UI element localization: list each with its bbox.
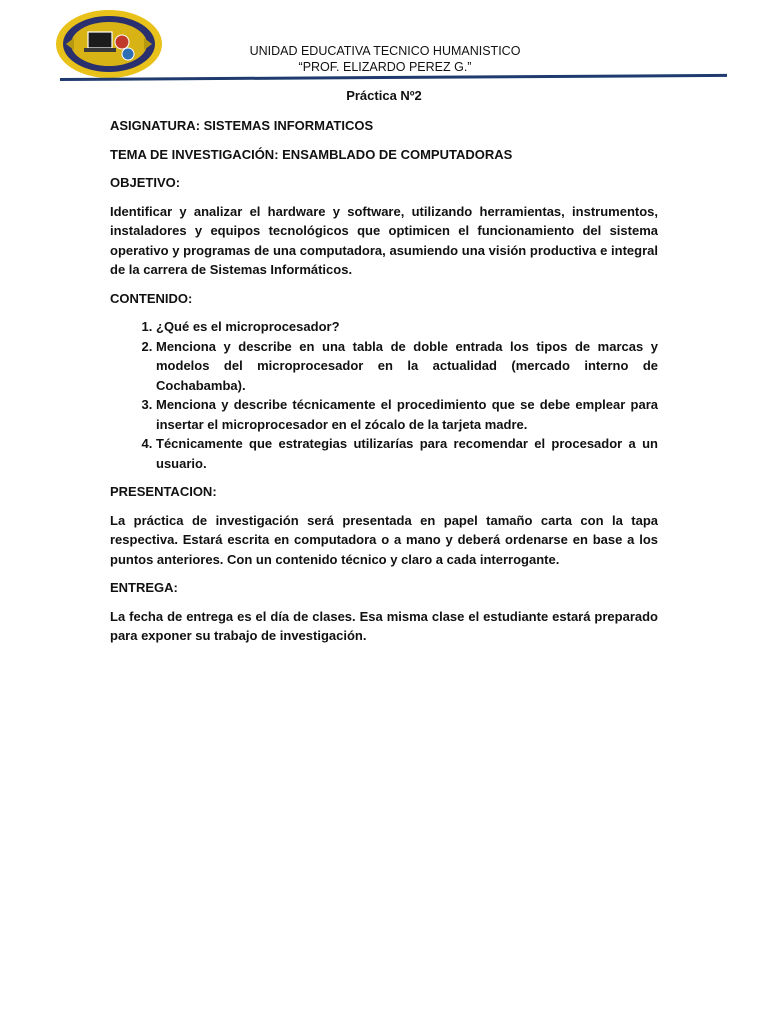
- list-item: 3. Menciona y describe técnicamente el procedimiento que se debe emplear para insertar el microprocesador en el zócalo de la tarjeta madre.: [156, 395, 658, 434]
- presentacion-heading: PRESENTACION:: [110, 484, 217, 499]
- asignatura-line: ASIGNATURA: SISTEMAS INFORMATICOS: [110, 118, 374, 133]
- contenido-list: [110, 317, 658, 473]
- document-title: Práctica Nº2: [346, 88, 422, 103]
- tema-line: TEMA DE INVESTIGACIÓN: ENSAMBLADO DE COMPUTADORAS: [110, 146, 513, 162]
- presentacion-text: La práctica de investigación será presentada en papel tamaño carta con la tapa respectiva. Estará escrita en computadora o a mano y deberá ordenarse en base a los puntos anteriores. Con un contenido técnico y claro a cada interrogante.: [110, 512, 658, 567]
- entrega-text: La fecha de entrega es el día de clases. Esa misma clase el estudiante estará preparado para exponer su trabajo de investigación.: [110, 608, 658, 643]
- school-header: [200, 43, 570, 75]
- document-body: [110, 116, 658, 655]
- list-item: 4. Técnicamente que estrategias utilizarías para recomendar el procesador a un usuario.: [156, 434, 658, 473]
- school-name: UNIDAD EDUCATIVA TECNICO HUMANISTICO: [249, 44, 521, 58]
- objetivo-text: Identificar y analizar el hardware y software, utilizando herramientas, instrumentos, instaladores y equipos tecnológicos que optimicen el funcionamiento del sistema operativo y programas de una computadora, asumiendo una visión productiva e integral de la carrera de Sistemas Informáticos.: [110, 203, 658, 277]
- contenido-heading: CONTENIDO:: [110, 290, 193, 306]
- school-subtitle: “PROF. ELIZARDO PEREZ G.”: [298, 60, 472, 74]
- list-item: 1. ¿Qué es el microprocesador?: [156, 317, 658, 337]
- entrega-heading: ENTREGA:: [110, 580, 178, 595]
- objetivo-heading: OBJETIVO:: [110, 175, 181, 190]
- list-item: 2. Menciona y describe en una tabla de doble entrada los tipos de marcas y modelos del microprocesador en la actualidad (mercado interno de Cochabamba).: [156, 337, 658, 396]
- school-logo: [54, 8, 164, 80]
